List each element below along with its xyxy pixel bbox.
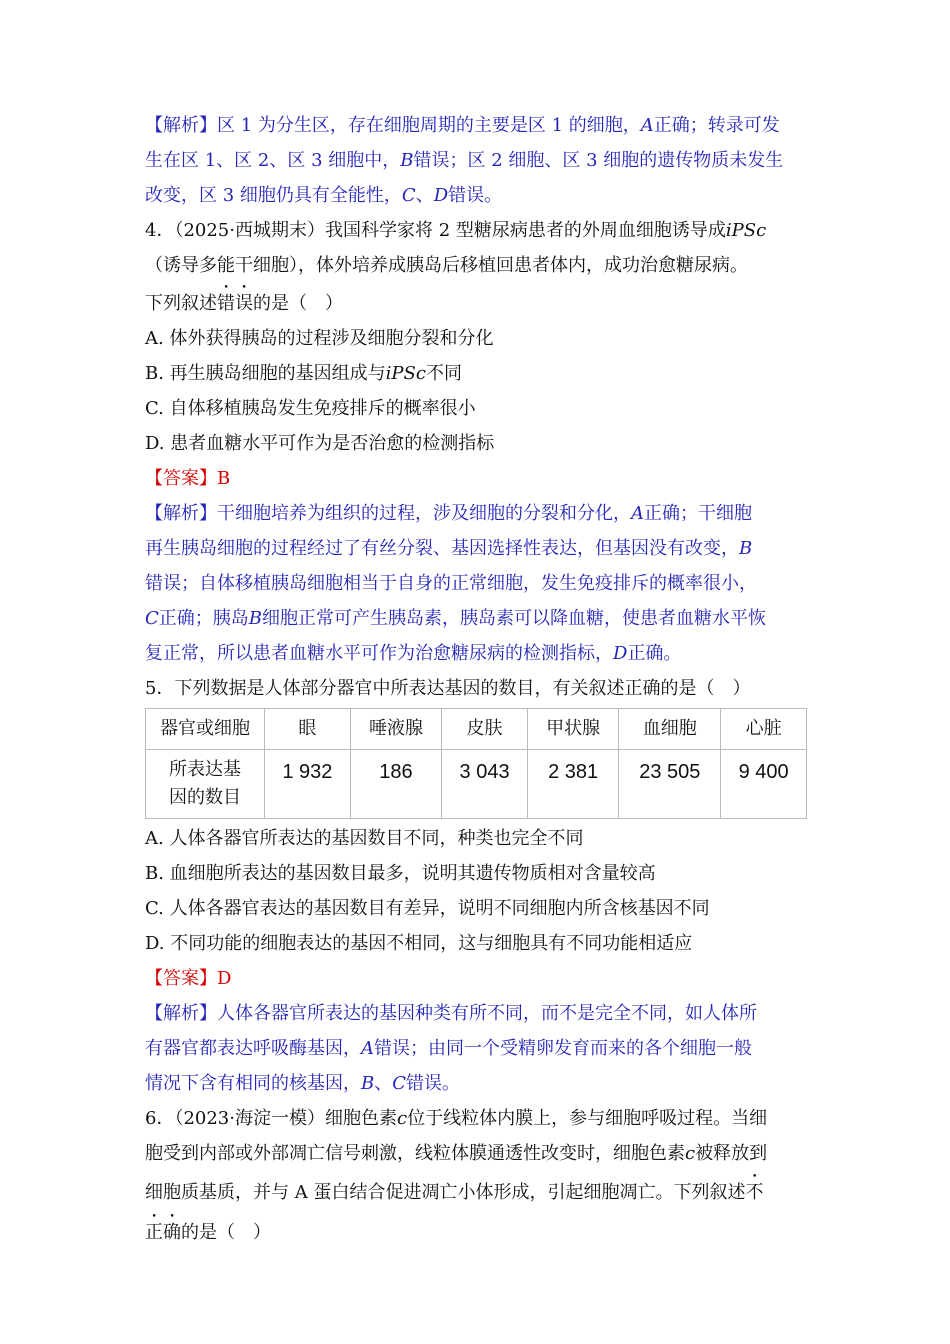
table-header-cell: 血细胞 [619,709,721,750]
table-header-cell: 眼 [265,709,351,750]
q5-option-b: B. 血细胞所表达的基因数目最多，说明其遗传物质相对含量较高 [145,863,656,884]
table-header-cell: 心脏 [721,709,807,750]
table-cell: 9 400 [721,750,807,819]
q6-stem-line-1: 6．（2023·海淀一模）细胞色素c位于线粒体内膜上，参与细胞呼吸过程。当细 [145,1108,768,1129]
q5-stem: 5．下列数据是人体部分器官中所表达基因的数目，有关叙述正确的是（ ） [145,678,751,699]
q3-analysis-line-1: 【解析】区 1 为分生区，存在细胞周期的主要是区 1 的细胞，A正确；转录可发 [145,115,780,136]
q5-option-c: C. 人体各器官表达的基因数目有差异，说明不同细胞内所含核基因不同 [145,898,710,919]
table-cell: 186 [350,750,441,819]
q4-analysis-line-4: C正确；胰岛B细胞正常可产生胰岛素，胰岛素可以降血糖，使患者血糖水平恢 [145,608,767,629]
q6-stem-line-4: 正确的是（ ） [145,1222,271,1243]
q4-answer: 【答案】B [145,468,231,489]
q4-option-b: B. 再生胰岛细胞的基因组成与iPSc不同 [145,363,462,384]
q5-analysis-line-2: 有器官都表达呼吸酶基因，A错误；由同一个受精卵发育而来的各个细胞一般 [145,1038,752,1059]
table-header-row [146,709,807,750]
q5-option-d: D. 不同功能的细胞表达的基因不相同，这与细胞具有不同功能相适应 [145,933,693,954]
q4-option-a: A. 体外获得胰岛的过程涉及细胞分裂和分化 [145,328,494,349]
table-header-cell: 皮肤 [442,709,528,750]
q4-analysis-line-5: 复正常，所以患者血糖水平可作为治愈糖尿病的检测指标，D正确。 [145,643,682,664]
q4-stem-line-2: （诱导多能干细胞），体外培养成胰岛后移植回患者体内，成功治愈糖尿病。 [145,255,748,276]
table-row [146,750,807,819]
q3-analysis-line-2: 生在区 1、区 2、区 3 细胞中，B错误；区 2 细胞、区 3 细胞的遗传物质未发生 [145,150,784,171]
q4-analysis-line-3: 错误；自体移植胰岛细胞相当于自身的正常细胞，发生免疫排斥的概率很小， [145,573,757,594]
q6-stem-line-2: 胞受到内部或外部凋亡信号刺激，线粒体膜通透性改变时，细胞色素c被释放到 [145,1143,768,1164]
gene-count-table [145,708,807,819]
table-cell: 3 043 [442,750,528,819]
q4-stem-line-3: 下列叙述错误的是（ ） [145,293,343,314]
q4-option-d: D. 患者血糖水平可作为是否治愈的检测指标 [145,433,495,454]
table-cell: 2 381 [527,750,618,819]
q5-analysis-line-3: 情况下含有相同的核基因，B、C错误。 [145,1073,461,1094]
q4-analysis-line-2: 再生胰岛细胞的过程经过了有丝分裂、基因选择性表达，但基因没有改变，B [145,538,753,559]
table-header-cell: 甲状腺 [527,709,618,750]
q5-answer: 【答案】D [145,968,232,989]
table-row-label: 所表达基因的数目 [146,750,265,819]
table-header-cell: 器官或细胞 [146,709,265,750]
table-header-cell: 唾液腺 [350,709,441,750]
q4-stem-line-1: 4．（2025·西城期末）我国科学家将 2 型糖尿病患者的外周血细胞诱导成iPSc [145,220,767,241]
table-cell: 23 505 [619,750,721,819]
table-cell: 1 932 [265,750,351,819]
q6-stem-line-3: 细胞质基质，并与 A 蛋白结合促进凋亡小体形成，引起细胞凋亡。下列叙述不 [145,1182,764,1203]
q4-analysis-line-1: 【解析】干细胞培养为组织的过程，涉及细胞的分裂和分化，A正确；干细胞 [145,503,752,524]
q5-analysis-line-1: 【解析】人体各器官所表达的基因种类有所不同，而不是完全不同，如人体所 [145,1003,757,1024]
q4-option-c: C. 自体移植胰岛发生免疫排斥的概率很小 [145,398,476,419]
document-page [145,108,807,1251]
q5-option-a: A. 人体各器官所表达的基因数目不同，种类也完全不同 [145,828,584,849]
q3-analysis-line-3: 改变，区 3 细胞仍具有全能性，C、D错误。 [145,185,503,206]
